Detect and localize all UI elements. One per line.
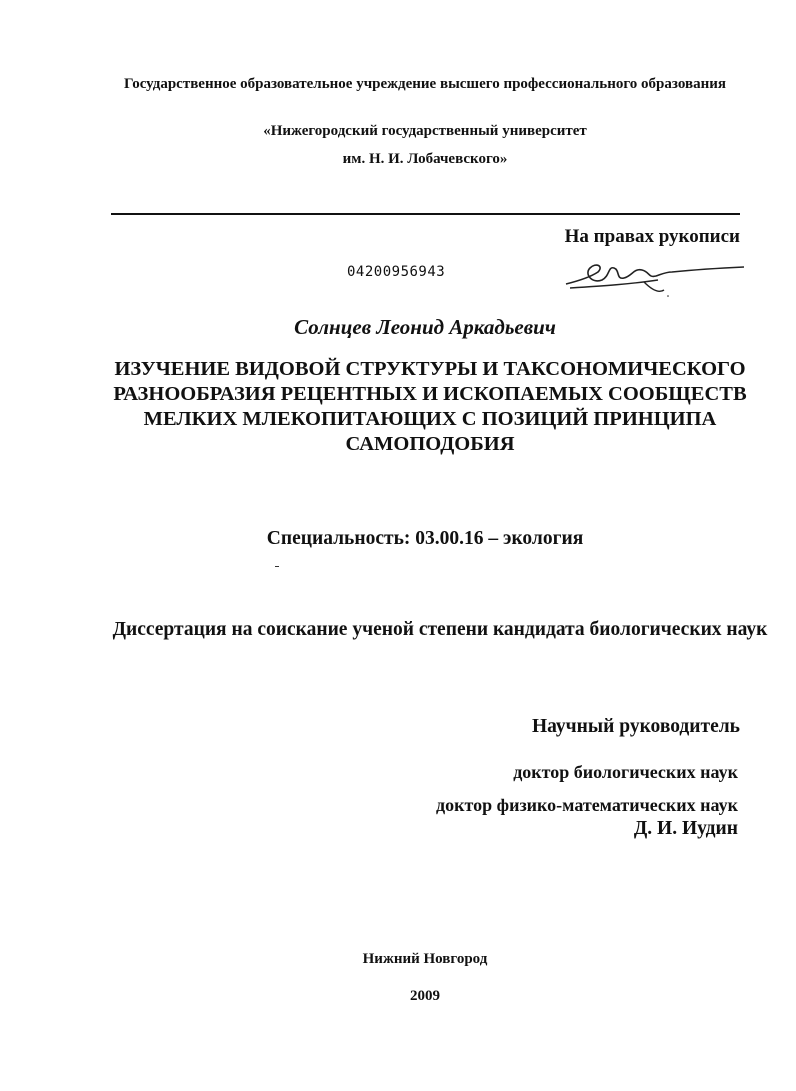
university-named-after: им. Н. И. Лобачевского»: [342, 151, 508, 167]
year: 2009: [410, 988, 440, 1004]
document-number: 04200956943: [347, 264, 446, 280]
dissertation-type: Диссертация на соискание ученой степени кандидата биологических наук: [112, 619, 768, 640]
university-name: «Нижегородский государственный университет: [263, 123, 587, 139]
manuscript-note: На правах рукописи: [564, 226, 740, 247]
supervisor-name: Д. И. Иудин: [633, 818, 738, 839]
supervisor-label: Научный руководитель: [532, 716, 740, 737]
institution-name: Государственное образовательное учреждение высшего профессионального образования: [124, 76, 726, 92]
city: Нижний Новгород: [362, 951, 488, 967]
scan-mark: [275, 566, 279, 567]
supervisor-degree-2: доктор физико-математических наук: [436, 795, 738, 815]
specialty: Специальность: 03.00.16 – экология: [266, 528, 584, 549]
dissertation-title: ИЗУЧЕНИЕ ВИДОВОЙ СТРУКТУРЫ И ТАКСОНОМИЧЕСКОГО РАЗНООБРАЗИЯ РЕЦЕНТНЫХ И ИСКОПАЕМЫХ СООБЩЕСТВ МЕЛКИХ МЛЕКОПИТАЮЩИХ С ПОЗИЦИЙ ПРИНЦИПА САМОПОДОБИЯ: [113, 358, 747, 455]
signature: [562, 254, 746, 302]
author-name: Солнцев Леонид Аркадьевич: [294, 315, 556, 339]
supervisor-degree-1: доктор биологических наук: [513, 762, 738, 782]
header-divider: [111, 213, 740, 215]
